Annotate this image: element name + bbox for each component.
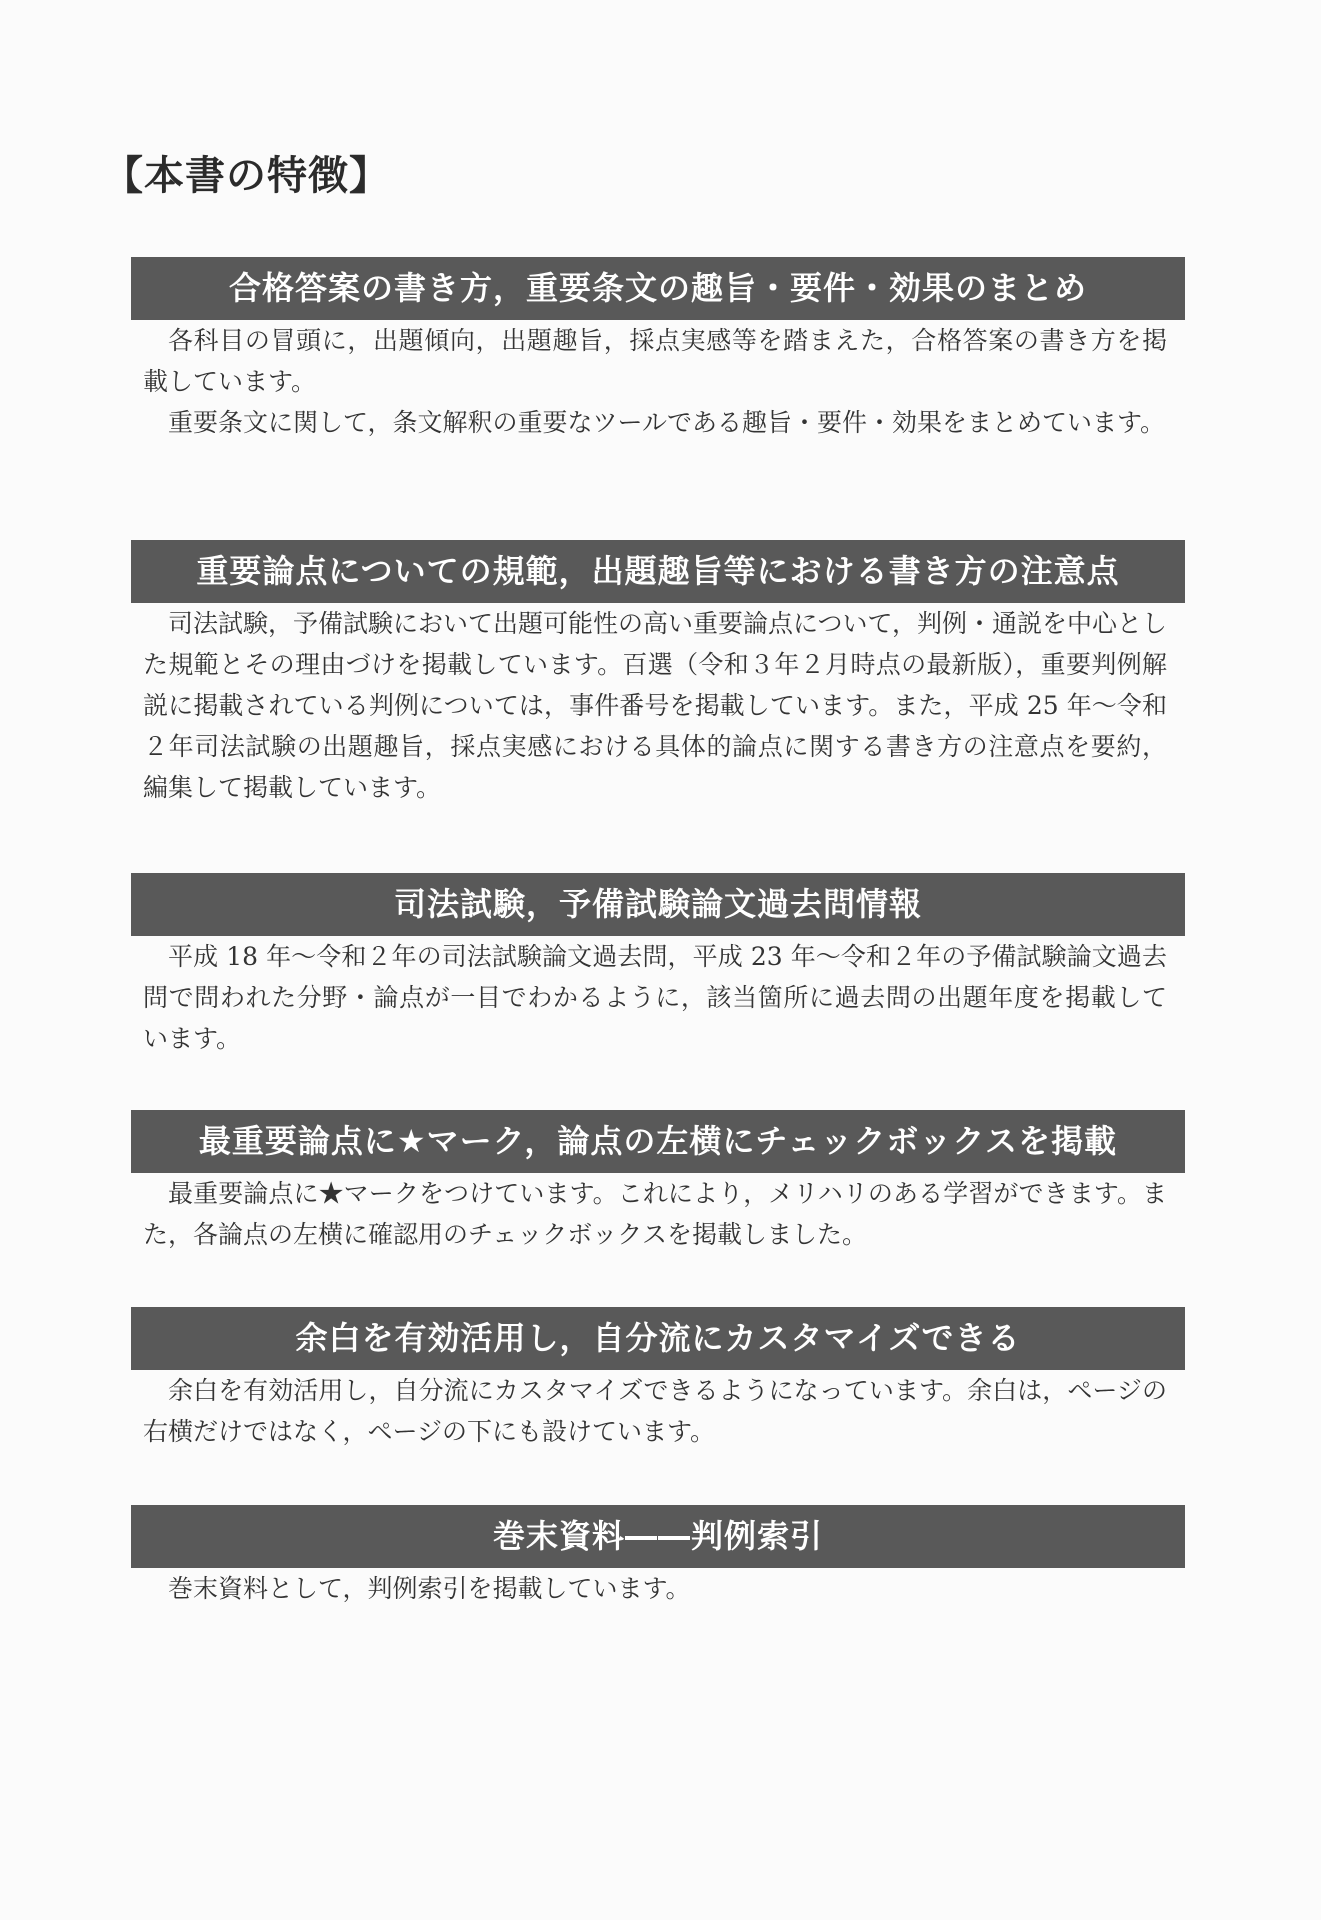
section-body	[131, 1568, 1185, 1609]
section-title: 最重要論点に★マーク，論点の左横にチェックボックスを掲載	[131, 1110, 1185, 1173]
feature-section-case-index	[131, 1505, 1185, 1609]
feature-section-margins	[131, 1307, 1185, 1452]
section-title: 合格答案の書き方，重要条文の趣旨・要件・効果のまとめ	[131, 257, 1185, 320]
section-title: 巻末資料――判例索引	[131, 1505, 1185, 1568]
page-heading: 【本書の特徴】	[103, 153, 390, 199]
feature-section-answer-writing	[131, 257, 1185, 443]
feature-section-star-marks	[131, 1110, 1185, 1255]
paragraph: 余白を有効活用し，自分流にカスタマイズできるようになっています。余白は，ページの右横だけではなく，ページの下にも設けています。	[143, 1376, 1167, 1446]
section-body	[131, 1173, 1185, 1255]
section-body	[131, 320, 1185, 443]
section-body	[131, 1370, 1185, 1452]
section-title: 重要論点についての規範，出題趣旨等における書き方の注意点	[131, 540, 1185, 603]
paragraph: 重要条文に関して，条文解釈の重要なツールである趣旨・要件・効果をまとめています。	[168, 408, 1166, 437]
paragraph: 司法試験，予備試験において出題可能性の高い重要論点について，判例・通説を中心とした規範とその理由づけを掲載しています。百選（令和３年２月時点の最新版），重要判例解説に掲載されている判例については，事件番号を掲載しています。また，平成 25 年～令和２年司法試験の出題趣旨，採点実感における具体的論点に関する書き方の注意点を要約，編集して掲載しています。	[143, 609, 1168, 802]
paragraph: 巻末資料として，判例索引を掲載しています。	[168, 1574, 691, 1603]
section-title: 余白を有効活用し，自分流にカスタマイズできる	[131, 1307, 1185, 1370]
section-title: 司法試験，予備試験論文過去問情報	[131, 873, 1185, 936]
section-body	[131, 936, 1185, 1059]
paragraph: 最重要論点に★マークをつけています。これにより，メリハリのある学習ができます。また，各論点の左横に確認用のチェックボックスを掲載しました。	[143, 1179, 1167, 1249]
feature-section-key-issues	[131, 540, 1185, 808]
section-body	[131, 603, 1185, 808]
paragraph: 平成 18 年～令和２年の司法試験論文過去問，平成 23 年～令和２年の予備試験論文過去問で問われた分野・論点が一目でわかるように，該当箇所に過去問の出題年度を掲載しています。	[143, 942, 1167, 1053]
paragraph: 各科目の冒頭に，出題傾向，出題趣旨，採点実感等を踏まえた，合格答案の書き方を掲載しています。	[143, 326, 1167, 396]
feature-section-past-exams	[131, 873, 1185, 1059]
